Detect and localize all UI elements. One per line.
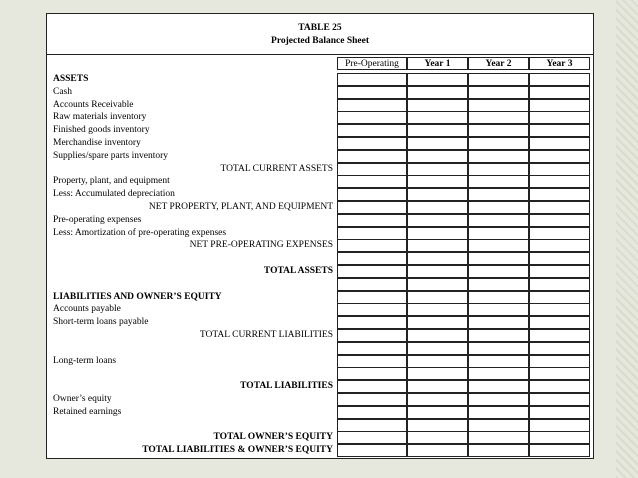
value-cell[interactable] [529,86,590,99]
value-cell[interactable] [529,406,590,419]
value-cell[interactable] [468,431,529,444]
value-cell[interactable] [337,406,407,419]
value-cell[interactable] [337,239,407,252]
value-cell[interactable] [529,444,590,457]
value-cell[interactable] [468,316,529,329]
value-cell[interactable] [407,137,468,150]
value-cell[interactable] [529,278,590,291]
value-cell[interactable] [337,201,407,214]
row-label: Less: Accumulated depreciation [53,189,175,200]
value-cell[interactable] [529,291,590,304]
value-cell[interactable] [337,163,407,176]
value-cell[interactable] [529,367,590,380]
value-cell[interactable] [529,124,590,137]
value-cell[interactable] [529,431,590,444]
value-cell[interactable] [337,137,407,150]
value-cell[interactable] [529,214,590,227]
value-cell[interactable] [468,278,529,291]
column-header: Year 2 [468,57,529,70]
value-cell[interactable] [407,99,468,112]
value-cell[interactable] [529,239,590,252]
value-cell[interactable] [337,380,407,393]
value-cell[interactable] [468,86,529,99]
column-header: Pre-Operating [337,57,407,70]
value-cell[interactable] [407,239,468,252]
value-cell[interactable] [529,329,590,342]
value-cell[interactable] [407,265,468,278]
value-cell[interactable] [337,291,407,304]
value-cell[interactable] [407,124,468,137]
value-cell[interactable] [468,150,529,163]
value-cell[interactable] [337,227,407,240]
value-cell[interactable] [407,201,468,214]
value-cell[interactable] [529,111,590,124]
value-cell[interactable] [468,252,529,265]
value-cell[interactable] [337,99,407,112]
value-cell[interactable] [468,380,529,393]
value-cell[interactable] [337,252,407,265]
value-cell[interactable] [529,163,590,176]
background-stripes [616,0,638,478]
value-cell[interactable] [337,265,407,278]
value-cell[interactable] [337,278,407,291]
row-label: Less: Amortization of pre-operating expenses [53,227,227,238]
row-label: TOTAL LIABILITIES & OWNER’S EQUITY [142,445,333,456]
value-cell[interactable] [468,329,529,342]
column-header: Year 1 [407,57,468,70]
value-cell[interactable] [529,227,590,240]
row-label: Raw materials inventory [53,112,147,123]
value-cell[interactable] [529,201,590,214]
row-label: Pre-operating expenses [53,214,142,225]
value-cell[interactable] [337,150,407,163]
value-cell[interactable] [337,316,407,329]
value-cell[interactable] [529,355,590,368]
value-cell[interactable] [407,303,468,316]
value-cell[interactable] [337,393,407,406]
value-cell[interactable] [337,175,407,188]
value-cell[interactable] [468,188,529,201]
value-cell[interactable] [337,329,407,342]
row-label: Long-term loans [53,355,117,366]
value-cell[interactable] [529,150,590,163]
value-cell[interactable] [468,444,529,457]
value-cell[interactable] [468,393,529,406]
row-label: Property, plant, and equipment [53,176,170,187]
value-cell[interactable] [407,393,468,406]
value-cell[interactable] [407,291,468,304]
row-label: Accounts Receivable [53,99,134,110]
value-cell[interactable] [407,278,468,291]
value-cell[interactable] [468,291,529,304]
row-label: NET PROPERTY, PLANT, AND EQUIPMENT [148,202,333,212]
value-cell[interactable] [407,316,468,329]
value-cell[interactable] [529,188,590,201]
value-cell[interactable] [529,316,590,329]
value-cell[interactable] [468,303,529,316]
value-cell[interactable] [407,175,468,188]
value-cell[interactable] [468,201,529,214]
row-label: TOTAL OWNER’S EQUITY [213,432,333,443]
value-cell[interactable] [337,73,407,86]
value-cell[interactable] [529,342,590,355]
value-cell[interactable] [337,86,407,99]
value-cell[interactable] [529,380,590,393]
value-cell[interactable] [337,355,407,368]
table-title: TABLE 25 [298,23,342,33]
row-label: TOTAL LIABILITIES [240,381,333,392]
value-cell[interactable] [468,227,529,240]
value-cell[interactable] [407,188,468,201]
value-cell[interactable] [407,406,468,419]
row-label: Accounts payable [53,304,121,315]
value-cell[interactable] [407,163,468,176]
table-subtitle: Projected Balance Sheet [271,36,369,46]
value-cell[interactable] [468,175,529,188]
value-cell[interactable] [407,86,468,99]
value-cell[interactable] [468,137,529,150]
value-cell[interactable] [468,419,529,432]
value-cell[interactable] [337,342,407,355]
value-cell[interactable] [337,124,407,137]
value-cell[interactable] [468,163,529,176]
row-label: TOTAL ASSETS [263,266,333,276]
row-label: LIABILITIES AND OWNER’S EQUITY [53,291,222,302]
row-label: ASSETS [53,74,89,84]
value-cell[interactable] [407,111,468,124]
value-cell[interactable] [529,393,590,406]
value-cell[interactable] [337,444,407,457]
value-cell[interactable] [468,73,529,86]
value-cell[interactable] [407,367,468,380]
value-cell[interactable] [468,124,529,137]
row-label: TOTAL CURRENT LIABILITIES [199,330,333,340]
row-label: Supplies/spare parts inventory [53,150,169,161]
value-cell[interactable] [468,406,529,419]
value-cell[interactable] [407,355,468,368]
value-cell[interactable] [407,150,468,163]
value-cell[interactable] [337,419,407,432]
row-label: Owner’s equity [53,394,112,404]
value-cell[interactable] [468,342,529,355]
column-header: Year 3 [529,57,590,70]
value-cell[interactable] [407,342,468,355]
value-cell[interactable] [407,227,468,240]
balance-sheet-table [46,13,594,459]
value-cell[interactable] [529,419,590,432]
row-label: TOTAL CURRENT ASSETS [220,163,333,174]
value-cell[interactable] [407,380,468,393]
value-cell[interactable] [407,252,468,265]
row-label: Retained earnings [53,406,122,417]
value-cell[interactable] [337,188,407,201]
value-cell[interactable] [529,252,590,265]
value-cell[interactable] [337,111,407,124]
row-label: Finished goods inventory [53,125,150,136]
value-cell[interactable] [468,265,529,278]
value-cell[interactable] [529,99,590,112]
value-cell[interactable] [407,73,468,86]
value-cell[interactable] [407,431,468,444]
value-cell[interactable] [529,175,590,188]
value-cell[interactable] [529,73,590,86]
value-cell[interactable] [529,303,590,316]
value-cell[interactable] [407,329,468,342]
row-label: Short-term loans payable [53,317,149,328]
value-cell[interactable] [337,303,407,316]
value-cell[interactable] [529,137,590,150]
value-cell[interactable] [337,214,407,227]
table-title-box [47,14,593,55]
value-cell[interactable] [407,214,468,227]
value-cell[interactable] [468,239,529,252]
value-cell[interactable] [529,265,590,278]
value-cell[interactable] [468,99,529,112]
value-cell[interactable] [407,419,468,432]
value-cell[interactable] [468,214,529,227]
value-cell[interactable] [337,367,407,380]
value-cell[interactable] [407,444,468,457]
row-label: Cash [53,86,72,97]
value-cell[interactable] [468,367,529,380]
value-cell[interactable] [337,431,407,444]
value-cell[interactable] [468,111,529,124]
row-label: NET PRE-OPERATING EXPENSES [189,240,333,251]
value-cell[interactable] [468,355,529,368]
row-label: Merchandise inventory [53,138,141,148]
